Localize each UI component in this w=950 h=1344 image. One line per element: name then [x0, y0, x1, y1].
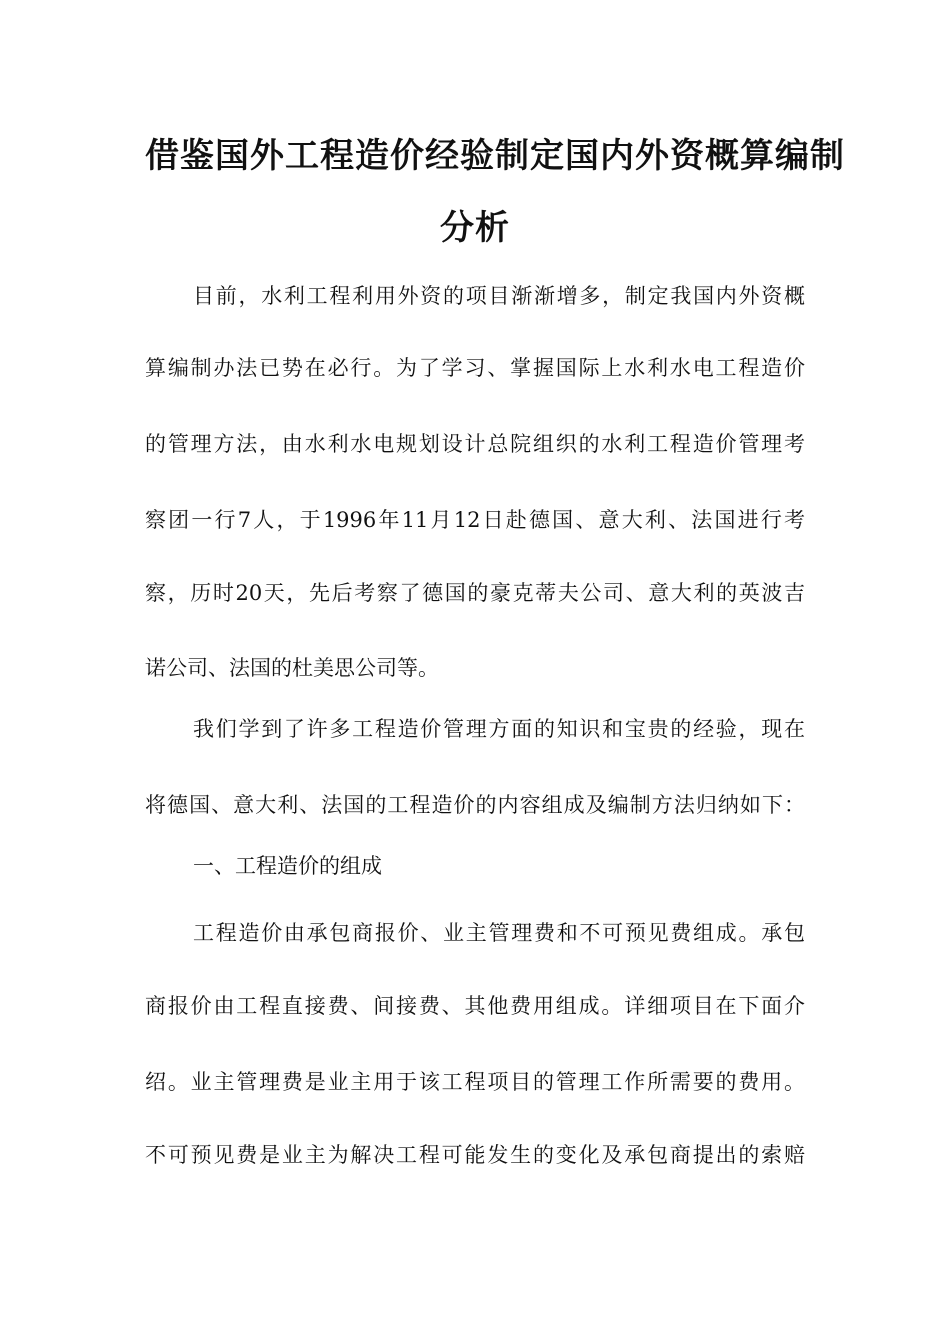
paragraph-3-line-4: 不可预见费是业主为解决工程可能发生的变化及承包商提出的索赔 — [145, 1143, 805, 1167]
document-title-line-1: 借鉴国外工程造价经验制定国内外资概算编制 — [145, 136, 845, 176]
paragraph-1-line-2: 算编制办法已势在必行。为了学习、掌握国际上水利水电工程造价 — [145, 356, 805, 380]
paragraph-1-line-4: 察团一行7人，于1996年11月12日赴德国、意大利、法国进行考 — [145, 508, 805, 532]
paragraph-1-line-3: 的管理方法，由水利水电规划设计总院组织的水利工程造价管理考 — [145, 432, 805, 456]
paragraph-1-line-5: 察，历时20天，先后考察了德国的豪克蒂夫公司、意大利的英波吉 — [145, 581, 805, 605]
document-title-line-2: 分析 — [440, 208, 510, 248]
paragraph-3-line-1: 工程造价由承包商报价、业主管理费和不可预见费组成。承包 — [193, 921, 805, 945]
paragraph-3-line-3: 绍。业主管理费是业主用于该工程项目的管理工作所需要的费用。 — [145, 1070, 805, 1094]
paragraph-3-line-2: 商报价由工程直接费、间接费、其他费用组成。详细项目在下面介 — [145, 994, 805, 1018]
paragraph-2-line-1: 我们学到了许多工程造价管理方面的知识和宝贵的经验，现在 — [193, 717, 805, 741]
paragraph-2-line-2: 将德国、意大利、法国的工程造价的内容组成及编制方法归纳如下： — [145, 793, 805, 817]
paragraph-1-line-1: 目前，水利工程利用外资的项目渐渐增多，制定我国内外资概 — [193, 284, 805, 308]
paragraph-1-line-6: 诺公司、法国的杜美思公司等。 — [145, 656, 439, 680]
section-heading: 一、工程造价的组成 — [193, 854, 382, 878]
